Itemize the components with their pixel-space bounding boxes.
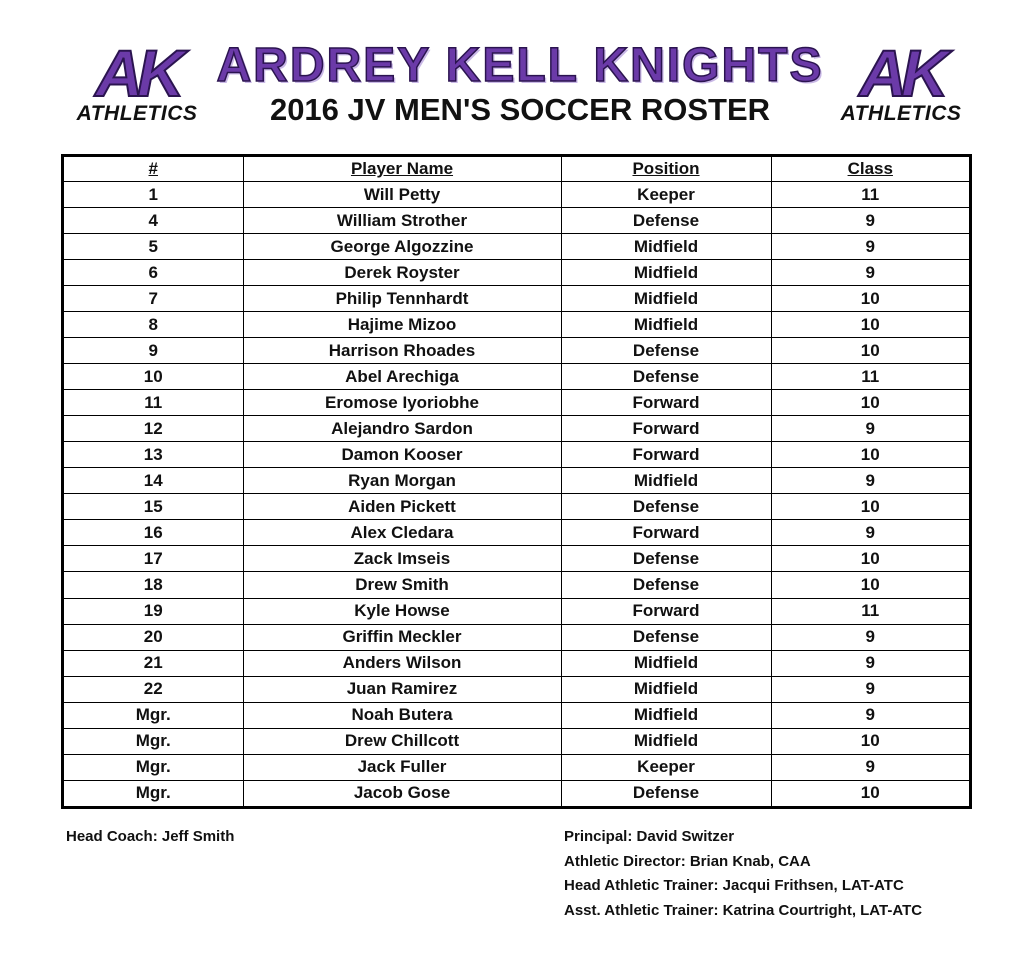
player-class: 10	[771, 572, 969, 598]
player-name: Eromose Iyoriobhe	[243, 390, 561, 416]
player-number: 15	[64, 494, 243, 520]
player-name: Juan Ramirez	[243, 676, 561, 702]
player-position: Forward	[561, 416, 771, 442]
player-class: 10	[771, 442, 969, 468]
column-header-number: #	[64, 157, 243, 182]
athletics-label: ATHLETICS	[76, 102, 198, 125]
table-row	[64, 572, 969, 598]
player-position: Midfield	[561, 286, 771, 312]
player-class: 10	[771, 780, 969, 806]
player-number: 17	[64, 546, 243, 572]
player-name: Kyle Howse	[243, 598, 561, 624]
athletics-label: ATHLETICS	[840, 102, 962, 125]
player-name: William Strother	[243, 208, 561, 234]
player-name: Harrison Rhoades	[243, 338, 561, 364]
player-position: Defense	[561, 338, 771, 364]
player-name: Alex Cledara	[243, 520, 561, 546]
ak-logo-icon	[846, 40, 956, 102]
player-number: 9	[64, 338, 243, 364]
player-number: Mgr.	[64, 702, 243, 728]
player-class: 9	[771, 234, 969, 260]
player-position: Midfield	[561, 676, 771, 702]
table-row	[64, 624, 969, 650]
player-class: 9	[771, 650, 969, 676]
table-row	[64, 676, 969, 702]
player-position: Defense	[561, 494, 771, 520]
table-row	[64, 650, 969, 676]
player-class: 10	[771, 312, 969, 338]
table-row	[64, 260, 969, 286]
coach-info	[66, 826, 234, 848]
player-name: Zack Imseis	[243, 546, 561, 572]
roster-table	[61, 154, 972, 809]
player-class: 10	[771, 286, 969, 312]
player-class: 10	[771, 338, 969, 364]
table-row	[64, 364, 969, 390]
athletic-director: Athletic Director: Brian Knab, CAA	[564, 852, 811, 870]
table-row	[64, 754, 969, 780]
table-row	[64, 598, 969, 624]
column-header-class: Class	[771, 157, 969, 182]
player-number: 13	[64, 442, 243, 468]
player-name: Griffin Meckler	[243, 624, 561, 650]
player-number: 12	[64, 416, 243, 442]
player-number: Mgr.	[64, 754, 243, 780]
player-position: Defense	[561, 208, 771, 234]
staff-info	[564, 826, 922, 924]
player-number: 4	[64, 208, 243, 234]
player-class: 9	[771, 520, 969, 546]
player-class: 10	[771, 728, 969, 754]
player-number: 18	[64, 572, 243, 598]
table-row	[64, 702, 969, 728]
player-position: Keeper	[561, 754, 771, 780]
player-name: Anders Wilson	[243, 650, 561, 676]
player-name: Will Petty	[243, 182, 561, 208]
player-class: 9	[771, 260, 969, 286]
player-position: Midfield	[561, 702, 771, 728]
player-position: Midfield	[561, 312, 771, 338]
player-number: 6	[64, 260, 243, 286]
table-row	[64, 416, 969, 442]
player-position: Defense	[561, 572, 771, 598]
svg-text:AK: AK	[95, 40, 179, 102]
table-row	[64, 182, 969, 208]
player-name: Jacob Gose	[243, 780, 561, 806]
table-row	[64, 442, 969, 468]
player-name: Damon Kooser	[243, 442, 561, 468]
school-title: ARDREY KELL KNIGHTS	[216, 39, 824, 92]
table-row	[64, 234, 969, 260]
player-name: Drew Chillcott	[243, 728, 561, 754]
player-name: George Algozzine	[243, 234, 561, 260]
table-row	[64, 208, 969, 234]
table-row	[64, 312, 969, 338]
table-row	[64, 494, 969, 520]
player-position: Defense	[561, 780, 771, 806]
player-name: Abel Arechiga	[243, 364, 561, 390]
player-number: Mgr.	[64, 728, 243, 754]
player-name: Drew Smith	[243, 572, 561, 598]
player-position: Keeper	[561, 182, 771, 208]
table-row	[64, 728, 969, 754]
player-position: Forward	[561, 390, 771, 416]
player-class: 9	[771, 468, 969, 494]
player-class: 10	[771, 546, 969, 572]
player-class: 9	[771, 624, 969, 650]
player-position: Midfield	[561, 468, 771, 494]
player-position: Midfield	[561, 650, 771, 676]
player-number: 20	[64, 624, 243, 650]
player-name: Philip Tennhardt	[243, 286, 561, 312]
player-class: 9	[771, 416, 969, 442]
player-number: 14	[64, 468, 243, 494]
roster-title: 2016 JV MEN'S SOCCER ROSTER	[269, 92, 771, 127]
principal: Principal: David Switzer	[564, 828, 735, 845]
player-number: 16	[64, 520, 243, 546]
asst-athletic-trainer: Asst. Athletic Trainer: Katrina Courtright, LAT-ATC	[564, 901, 923, 919]
player-class: 10	[771, 390, 969, 416]
player-number: 10	[64, 364, 243, 390]
player-position: Forward	[561, 442, 771, 468]
player-class: 11	[771, 182, 969, 208]
ak-athletics-logo-left	[72, 40, 202, 130]
table-row	[64, 546, 969, 572]
player-class: 9	[771, 754, 969, 780]
player-position: Midfield	[561, 728, 771, 754]
player-position: Defense	[561, 546, 771, 572]
table-row	[64, 780, 969, 806]
ak-athletics-logo-right	[836, 40, 966, 130]
player-number: 21	[64, 650, 243, 676]
table-row	[64, 468, 969, 494]
table-row	[64, 390, 969, 416]
player-number: 19	[64, 598, 243, 624]
player-name: Jack Fuller	[243, 754, 561, 780]
table-row	[64, 338, 969, 364]
column-header-player-name: Player Name	[243, 157, 561, 182]
ak-logo-icon	[82, 40, 192, 102]
head-athletic-trainer: Head Athletic Trainer: Jacqui Frithsen, LAT-ATC	[564, 877, 904, 894]
svg-text:AK: AK	[859, 40, 943, 102]
player-position: Forward	[561, 520, 771, 546]
player-number: 8	[64, 312, 243, 338]
player-name: Ryan Morgan	[243, 468, 561, 494]
player-position: Forward	[561, 598, 771, 624]
table-row	[64, 520, 969, 546]
player-position: Defense	[561, 364, 771, 390]
player-position: Defense	[561, 624, 771, 650]
player-class: 11	[771, 364, 969, 390]
player-name: Alejandro Sardon	[243, 416, 561, 442]
player-name: Hajime Mizoo	[243, 312, 561, 338]
player-name: Aiden Pickett	[243, 494, 561, 520]
head-coach: Head Coach: Jeff Smith	[66, 828, 235, 845]
player-class: 9	[771, 208, 969, 234]
player-number: 11	[64, 390, 243, 416]
player-number: Mgr.	[64, 780, 243, 806]
player-class: 9	[771, 676, 969, 702]
player-name: Noah Butera	[243, 702, 561, 728]
player-number: 5	[64, 234, 243, 260]
player-position: Midfield	[561, 234, 771, 260]
player-position: Midfield	[561, 260, 771, 286]
player-number: 7	[64, 286, 243, 312]
player-class: 9	[771, 702, 969, 728]
player-class: 10	[771, 494, 969, 520]
player-number: 1	[64, 182, 243, 208]
player-number: 22	[64, 676, 243, 702]
column-header-position: Position	[561, 157, 771, 182]
table-row	[64, 286, 969, 312]
table-header-row	[64, 157, 969, 182]
player-name: Derek Royster	[243, 260, 561, 286]
player-class: 11	[771, 598, 969, 624]
